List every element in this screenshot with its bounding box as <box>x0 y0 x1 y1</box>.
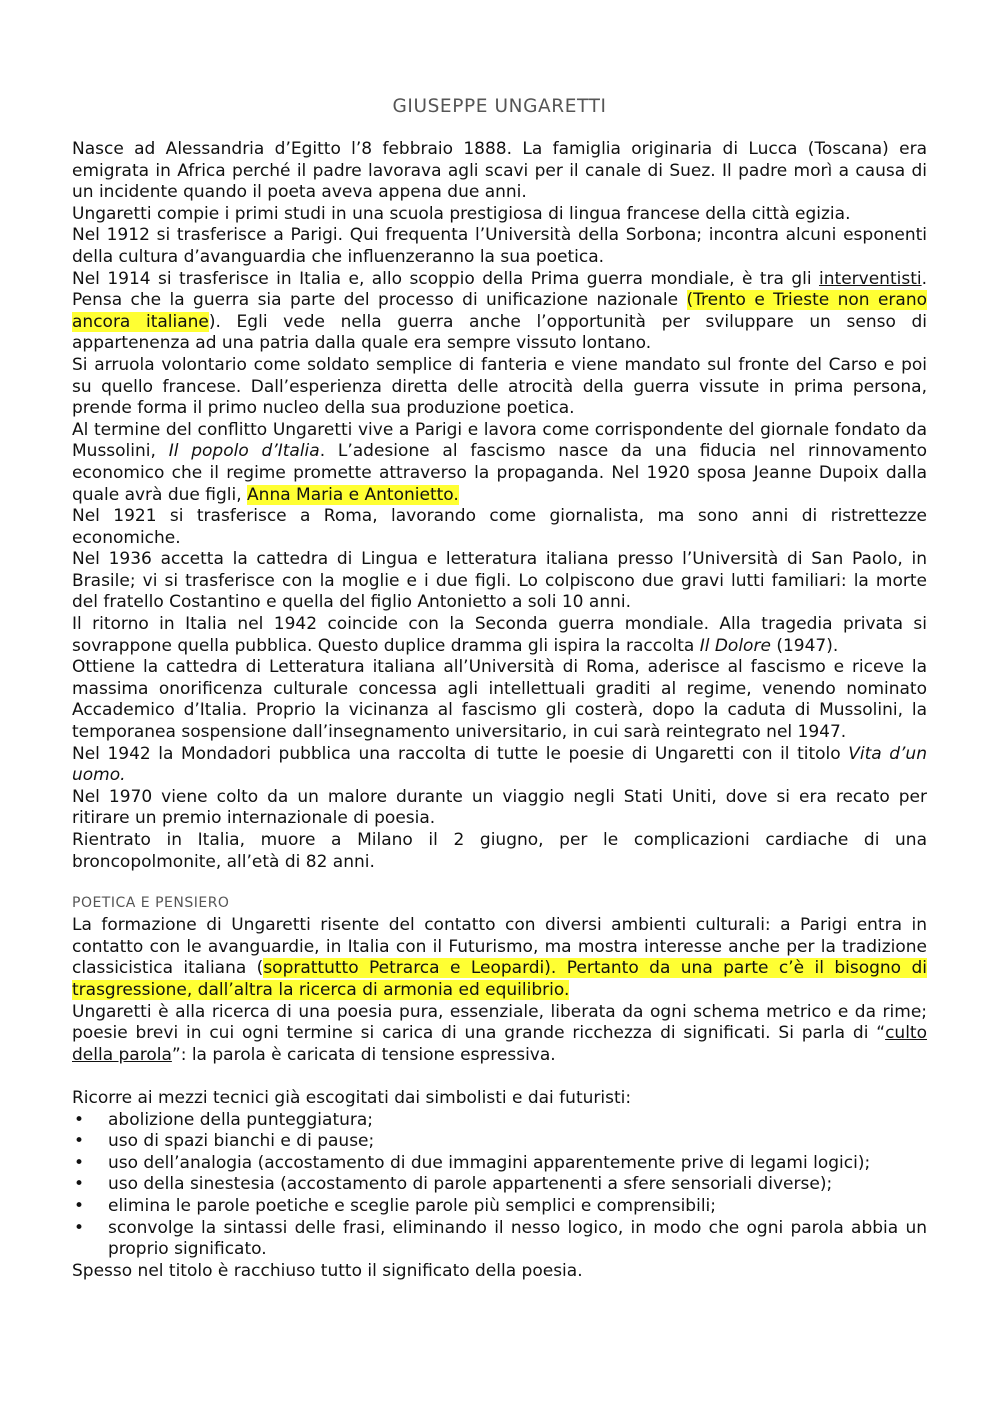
text-run: Nel 1914 si trasferisce in Italia e, allo scoppio della Prima guerra mondiale, è tra gli <box>72 268 820 289</box>
bio-paragraph-10: Ottiene la cattedra di Letteratura italiana all’Università di Roma, aderisce al fascismo e riceve la massima onorificenza culturale concessa agli intellettuali graditi al regime, venendo nominato Accademico d’Italia. Proprio la vicinanza al fascismo gli costerà, dopo la caduta di Mussolini, la temporanea sospensione dall’insegnamento universitario, in cui sarà reintegrato nel 1947. <box>72 657 927 743</box>
bio-paragraph-13: Rientrato in Italia, muore a Milano il 2 giugno, per le complicazioni cardiache di una broncopolmonite, all’età di 82 anni. <box>72 830 927 872</box>
bio-paragraph-5: Si arruola volontario come soldato semplice di fanteria e viene mandato sul fronte del Carso e poi su quello francese. Dall’esperienza diretta delle atrocità della guerra vissute in prima persona, prende forma il primo nucleo della sua produzione poetica. <box>72 354 927 419</box>
list-item-text: uso della sinestesia (accostamento di parole appartenenti a sfere sensoriali diverse); <box>108 1174 833 1195</box>
bullet-icon: • <box>74 1217 85 1238</box>
italic-title: Vita d’un uomo. <box>72 743 927 786</box>
poetica-paragraph-3: Ricorre ai mezzi tecnici già escogitati dai simbolisti e dai futuristi: <box>72 1087 632 1108</box>
text-run: Al termine del conflitto Ungaretti vive a Parigi e lavora come corrispondente del giornale fondato da Mussolini, <box>72 419 927 462</box>
list-item <box>72 1174 927 1196</box>
spacer <box>72 1066 927 1088</box>
poetica-paragraph-2 <box>72 1002 927 1067</box>
document-title: GIUSEPPE UNGARETTI <box>392 96 607 117</box>
bio-paragraph-1: Nasce ad Alessandria d’Egitto l’8 febbraio 1888. La famiglia originaria di Lucca (Toscana) era emigrata in Africa perché il padre lavorava agli scavi per il canale di Suez. Il padre morì a causa di un incidente quando il poeta aveva appena due anni. <box>72 139 927 203</box>
bullet-icon: • <box>74 1174 85 1195</box>
highlighted-text: Anna Maria e Antonietto. <box>247 484 459 505</box>
text-run: (1947). <box>770 635 839 656</box>
list-item <box>72 1153 927 1175</box>
bio-paragraph-6 <box>72 420 927 506</box>
bullet-icon: • <box>74 1131 85 1152</box>
poetica-paragraph-1 <box>72 915 927 1001</box>
list-item <box>72 1218 927 1261</box>
underlined-term: culto della parola <box>72 1023 927 1065</box>
text-run: La formazione di Ungaretti risente del contatto con diversi ambienti culturali: a Parigi entra in contatto con le avanguardie, in Italia con il Futurismo, ma mostra interesse anche per la tradizione classicistica italiana ( <box>72 915 927 979</box>
bio-paragraph-9 <box>72 614 927 657</box>
text-run: . Pensa che la guerra sia parte del processo di unificazione nazionale <box>72 268 927 311</box>
list-item-text: uso di spazi bianchi e di pause; <box>108 1131 375 1152</box>
underlined-term: interventisti <box>819 268 922 289</box>
italic-title: Il popolo d’Italia <box>168 441 320 462</box>
list-item-text: elimina le parole poetiche e sceglie parole più semplici e comprensibili; <box>108 1195 716 1216</box>
highlighted-text: (Trento e Trieste non erano ancora italiane <box>72 290 927 332</box>
document-page <box>72 95 927 1282</box>
text-run: Il ritorno in Italia nel 1942 coincide con la Seconda guerra mondiale. Alla tragedia privata si sovrappone quella pubblica. Questo duplice dramma gli ispira la raccolta <box>72 614 927 656</box>
list-item-text: sconvolge la sintassi delle frasi, eliminando il nesso logico, in modo che ogni parola abbia un proprio significato. <box>108 1217 927 1260</box>
section-heading: POETICA E PENSIERO <box>72 895 230 912</box>
highlighted-text: soprattutto Petrarca e Leopardi). Pertanto da una parte c’è il bisogno di trasgressione, dall’altra la ricerca di armonia ed equilibrio. <box>72 958 927 1000</box>
bullet-icon: • <box>74 1195 85 1216</box>
text-run: . L’adesione al fascismo nasce da una fiducia nel rinnovamento economico che il regime promette attraverso la propaganda. Nel 1920 sposa Jeanne Dupoix dalla quale avrà due figli, <box>72 441 927 505</box>
poetica-paragraph-4: Spesso nel titolo è racchiuso tutto il significato della poesia. <box>72 1260 583 1281</box>
bio-paragraph-7: Nel 1921 si trasferisce a Roma, lavorando come giornalista, ma sono anni di ristrettezze economiche. <box>72 506 927 548</box>
bio-paragraph-11 <box>72 744 927 787</box>
bullet-icon: • <box>74 1152 85 1173</box>
list-item-text: abolizione della punteggiatura; <box>108 1109 374 1130</box>
text-run: ”: la parola è caricata di tensione espressiva. <box>171 1044 556 1065</box>
list-item-text: uso dell’analogia (accostamento di due immagini apparentemente prive di legami logici); <box>108 1152 871 1173</box>
bio-paragraph-3: Nel 1912 si trasferisce a Parigi. Qui frequenta l’Università della Sorbona; incontra alcuni esponenti della cultura d’avanguardia che influenzeranno la sua poetica. <box>72 225 927 267</box>
list-item <box>72 1131 927 1153</box>
bullet-list <box>72 1110 927 1261</box>
text-run: ). Egli vede nella guerra anche l’opportunità per sviluppare un senso di appartenenza ad una patria dalla quale era sempre vissuto lontano. <box>72 311 927 354</box>
text-run: Ungaretti è alla ricerca di una poesia pura, essenziale, liberata da ogni schema metrico e da rime; poesie brevi in cui ogni termine si carica di una grande ricchezza di significati. Si parla di “ <box>72 1001 927 1044</box>
list-item <box>72 1196 927 1218</box>
bio-paragraph-12: Nel 1970 viene colto da un malore durante un viaggio negli Stati Uniti, dove si era recato per ritirare un premio internazionale di poesia. <box>72 786 927 829</box>
bio-paragraph-4 <box>72 269 927 355</box>
bio-paragraph-8: Nel 1936 accetta la cattedra di Lingua e letteratura italiana presso l’Università di San Paolo, in Brasile; vi si trasferisce con la moglie e i due figli. Lo colpiscono due gravi lutti familiari: la morte del fratello Costantino e quella del figlio Antonietto a soli 10 anni. <box>72 549 927 613</box>
bullet-icon: • <box>74 1109 85 1130</box>
text-run: Nel 1942 la Mondadori pubblica una raccolta di tutte le poesie di Ungaretti con il titolo <box>72 743 849 764</box>
italic-title: Il Dolore <box>699 635 771 656</box>
list-item <box>72 1110 927 1132</box>
bio-paragraph-2: Ungaretti compie i primi studi in una scuola prestigiosa di lingua francese della città egizia. <box>72 203 851 224</box>
